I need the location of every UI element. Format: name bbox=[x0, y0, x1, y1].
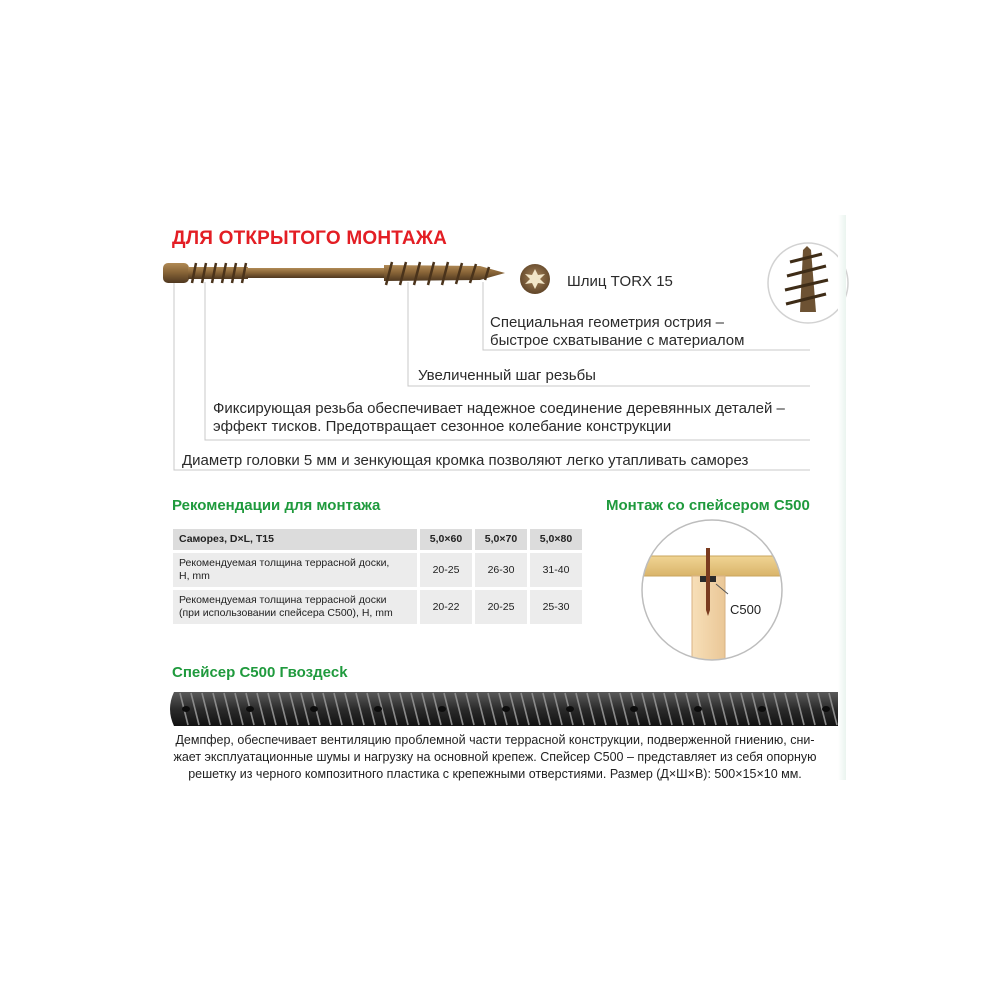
screw-shank bbox=[246, 268, 386, 278]
spacer-hole bbox=[566, 706, 574, 712]
recommendations-title: Рекомендации для монтажа bbox=[172, 497, 381, 514]
table-cell: 26-30 bbox=[475, 553, 527, 587]
table-header-row bbox=[173, 529, 582, 550]
fix-callout-line1: Фиксирующая резьба обеспечивает надежное соединение деревянных деталей – bbox=[213, 400, 785, 417]
table-header-cell: 5,0×60 bbox=[420, 529, 472, 550]
table-cell: 25-30 bbox=[530, 590, 582, 624]
table-cell: 31-40 bbox=[530, 553, 582, 587]
table-row bbox=[173, 590, 582, 624]
recommendations-table bbox=[170, 526, 585, 627]
spacer-hole bbox=[758, 706, 766, 712]
tip-callout-line1: Специальная геометрия острия – bbox=[490, 314, 725, 331]
table-header-cell: 5,0×80 bbox=[530, 529, 582, 550]
spacer-mount-title: Монтаж со спейсером С500 bbox=[606, 497, 810, 514]
spacer-hole bbox=[182, 706, 190, 712]
torx-callout: Шлиц TORX 15 bbox=[567, 273, 673, 290]
spacer-desc-line: решетку из черного композитного пластика с крепежными отверстиями. Размер (Д×Ш×В): 500×15×10 мм. bbox=[188, 767, 802, 781]
table-row-label: Рекомендуемая толщина террасной доски (при использовании спейсера С500), H, mm bbox=[173, 590, 417, 624]
spacer-hole bbox=[310, 706, 318, 712]
spacer-desc-line: Демпфер, обеспечивает вентиляцию проблемной части террасной конструкции, подверженной гниению, сни- bbox=[175, 733, 815, 747]
table-row-label: Рекомендуемая толщина террасной доски, H, mm bbox=[173, 553, 417, 587]
spacer-desc-line: жает эксплуатационные шумы и нагрузку на основной крепеж. Спейсер С500 – представляет из себя опорную bbox=[173, 750, 817, 764]
table-cell: 20-22 bbox=[420, 590, 472, 624]
spacer-strip-image bbox=[166, 686, 846, 730]
table-row bbox=[173, 553, 582, 587]
table-header-cell: 5,0×70 bbox=[475, 529, 527, 550]
spacer-hole bbox=[694, 706, 702, 712]
section-heading: ДЛЯ ОТКРЫТОГО МОНТАЖА bbox=[172, 228, 448, 249]
screw-head bbox=[163, 263, 189, 283]
table-cell: 20-25 bbox=[475, 590, 527, 624]
spacer-mount-diagram bbox=[640, 518, 790, 668]
spacer-hole bbox=[246, 706, 254, 712]
spacer-hole bbox=[630, 706, 638, 712]
spacer-label: С500 bbox=[730, 602, 762, 617]
pitch-callout: Увеличенный шаг резьбы bbox=[418, 367, 596, 384]
spacer-title: Спейсер С500 Гвоздeck bbox=[172, 664, 348, 681]
decor-edge bbox=[838, 215, 846, 780]
spacer-hole bbox=[502, 706, 510, 712]
spacer-hole bbox=[374, 706, 382, 712]
table-header-cell: Саморез, D×L, T15 bbox=[173, 529, 417, 550]
tip-callout-line2: быстрое схватывание с материалом bbox=[490, 332, 745, 349]
screw-fixing-thread bbox=[188, 267, 248, 279]
spacer-description bbox=[150, 732, 840, 783]
head-callout: Диаметр головки 5 мм и зенкующая кромка позволяют легко утапливать саморез bbox=[182, 452, 749, 469]
table-cell: 20-25 bbox=[420, 553, 472, 587]
spacer-hole bbox=[822, 706, 830, 712]
spacer-hole bbox=[438, 706, 446, 712]
fix-callout-line2: эффект тисков. Предотвращает сезонное колебание конструкции bbox=[213, 418, 672, 435]
